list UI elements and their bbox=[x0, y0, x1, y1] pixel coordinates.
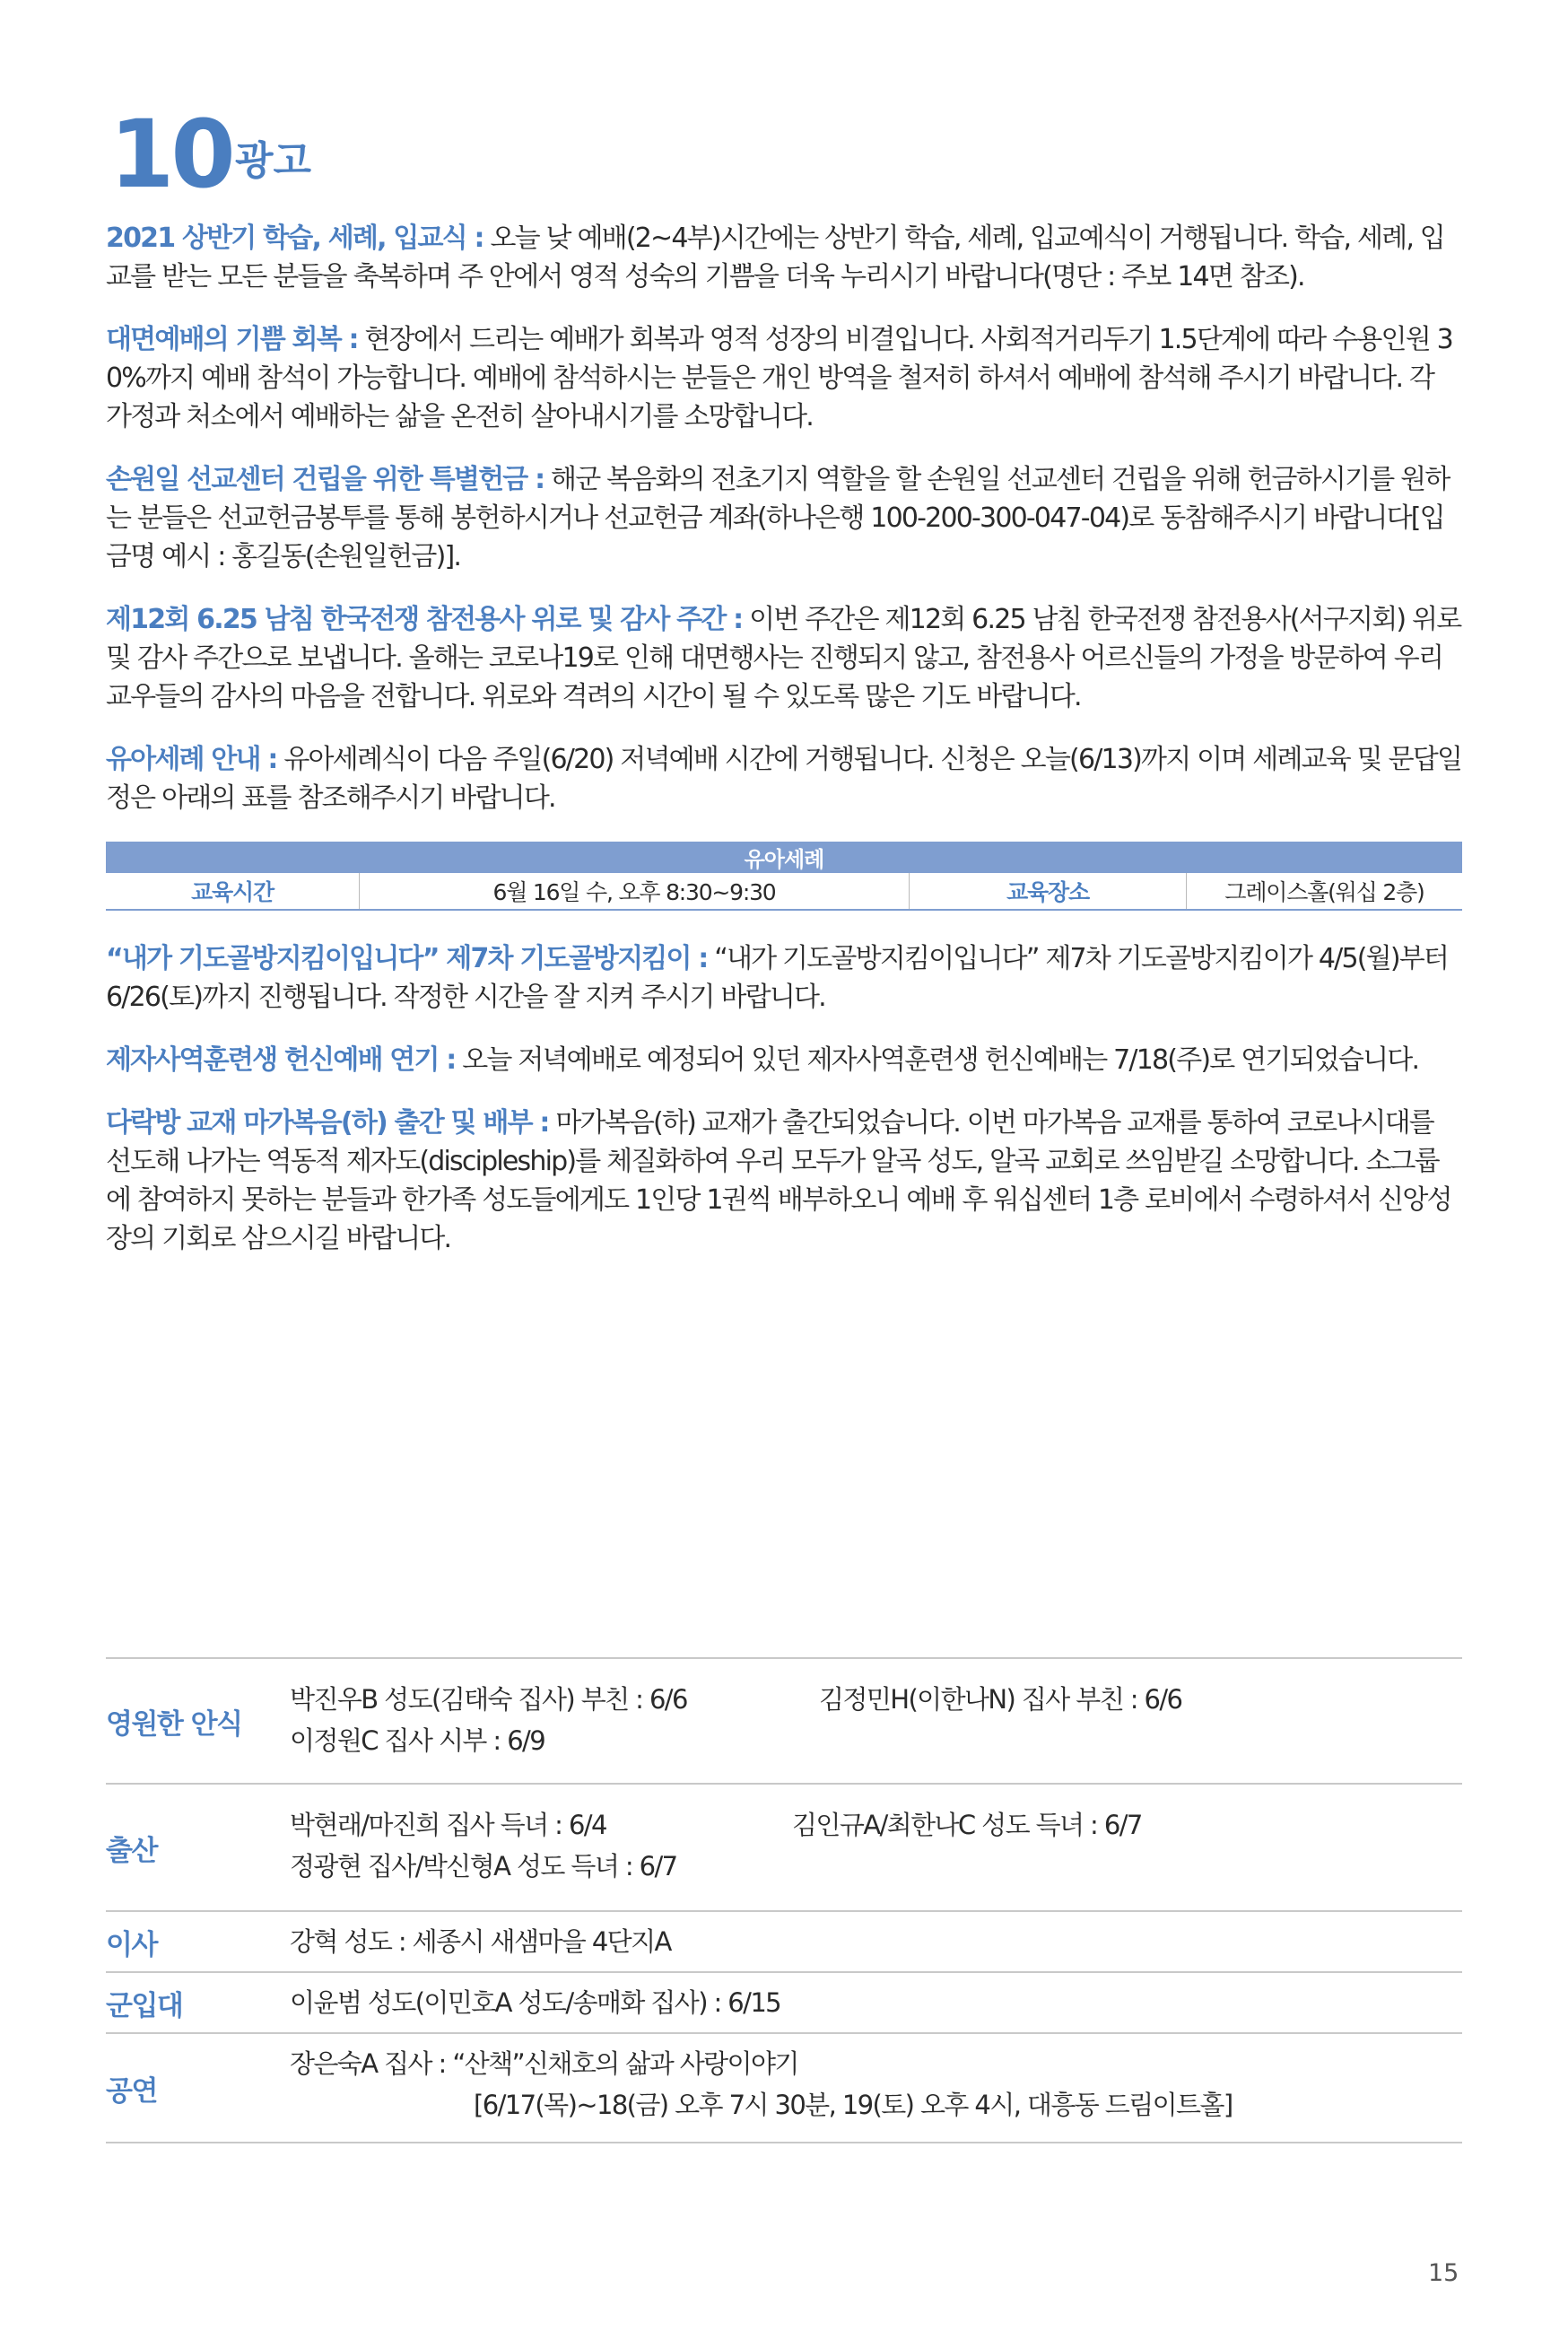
news-line bbox=[290, 1679, 1462, 1720]
announcement bbox=[106, 1041, 1462, 1079]
news-entries bbox=[290, 1804, 1462, 1887]
announcement-title: 제자사역훈련생 헌신예배 연기 : bbox=[106, 1044, 456, 1076]
schedule-place-value: 그레이스홀(워십 2층) bbox=[1187, 873, 1463, 910]
announcement bbox=[106, 600, 1462, 716]
infant-baptism-schedule-table bbox=[106, 842, 1462, 911]
schedule-time-label: 교육시간 bbox=[106, 873, 360, 910]
section-title: 광고 bbox=[235, 138, 312, 184]
church-news-table bbox=[106, 1657, 1462, 2143]
announcement-title: 제12회 6.25 남침 한국전쟁 참전용사 위로 및 감사 주간 : bbox=[106, 604, 743, 635]
page-number: 15 bbox=[1428, 2259, 1459, 2287]
announcement-body: 오늘 낮 예배(2~4부)시간에는 상반기 학습, 세례, 입교예식이 거행됩니다. 학습, 세례, 입교를 받는 모든 분들을 축복하며 주 안에서 영적 성숙의 기쁨을 더욱 누리시기 바랍니다(명단 : 주보 14면 참조). bbox=[106, 223, 1444, 292]
schedule-place-label: 교육장소 bbox=[910, 873, 1187, 910]
news-row bbox=[106, 2034, 1462, 2143]
announcement-body: 오늘 저녁예배로 예정되어 있던 제자사역훈련생 헌신예배는 7/18(주)로 연기되었습니다. bbox=[455, 1044, 1419, 1076]
news-line bbox=[290, 2043, 1462, 2084]
section-number: 10 bbox=[109, 100, 232, 209]
news-category-label: 군입대 bbox=[106, 1989, 183, 2022]
news-entry: 이윤범 성도(이민호A 성도/송매화 집사) : 6/15 bbox=[290, 1987, 781, 2018]
announcement-list-1 bbox=[106, 219, 1462, 817]
schedule-time-value: 6월 16일 수, 오후 8:30~9:30 bbox=[360, 873, 910, 910]
news-line bbox=[290, 1921, 1462, 1962]
announcement-body: 유아세례식이 다음 주일(6/20) 저녁예배 시간에 거행됩니다. 신청은 오늘(6/13)까지 이며 세례교육 및 문답일정은 아래의 표를 참조해주시기 바랍니다. bbox=[106, 744, 1462, 814]
announcement-list-2 bbox=[106, 939, 1462, 1258]
news-entry: 강혁 성도 : 세종시 새샘마을 4단지A bbox=[290, 1926, 671, 1957]
news-row bbox=[106, 1659, 1462, 1785]
announcement-title: “내가 기도골방지킴이입니다” 제7차 기도골방지킴이 : bbox=[106, 943, 708, 974]
announcement-body: 이번 주간은 제12회 6.25 남침 한국전쟁 참전용사(서구지회) 위로 및 감사 주간으로 보냅니다. 올해는 코로나19로 인해 대면행사는 진행되지 않고, 참전용사 어르신들의 가정을 방문하여 우리 교우들의 감사의 마음을 전합니다. 위로와 격려의 시간이 될 수 있도록 많은 기도 바랍니다. bbox=[106, 604, 1461, 712]
news-category-label: 공연 bbox=[106, 2074, 157, 2108]
news-entry: 장은숙A 집사 : “산책”신채호의 삶과 사랑이야기 bbox=[290, 2048, 798, 2079]
announcement bbox=[106, 1104, 1462, 1258]
announcement bbox=[106, 320, 1462, 436]
announcement-body: 현장에서 드리는 예배가 회복과 영적 성장의 비결입니다. 사회적거리두기 1.5단계에 따라 수용인원 30%까지 예배 참석이 가능합니다. 예배에 참석하시는 분들은 개인 방역을 철저히 하셔서 예배에 참석해 주시기 바랍니다. 각 가정과 처소에서 예배하는 삶을 온전히 살아내시기를 소망합니다. bbox=[106, 324, 1452, 432]
news-entries bbox=[290, 2043, 1462, 2126]
news-entry: 이정원C 집사 시부 : 6/9 bbox=[290, 1725, 545, 1756]
announcement-title: 2021 상반기 학습, 세례, 입교식 : bbox=[106, 223, 483, 254]
news-category-label: 출산 bbox=[106, 1834, 157, 1867]
announcement-body: 해군 복음화의 전초기지 역할을 할 손원일 선교센터 건립을 위해 헌금하시기를 원하는 분들은 선교헌금봉투를 통해 봉헌하시거나 선교헌금 계좌(하나은행 100-200-300-047-04)로 동참해주시기 바랍니다[입금명 예시 : 홍길동(손원일헌금)]. bbox=[106, 464, 1450, 572]
news-entry: 박현래/마진희 집사 득녀 : 6/4 bbox=[290, 1810, 606, 1840]
announcement bbox=[106, 740, 1462, 817]
news-entry: [6/17(목)~18(금) 오후 7시 30분, 19(토) 오후 4시, 대흥동 드림이트홀] bbox=[474, 2090, 1233, 2120]
news-entry: 박진우B 성도(김태숙 집사) 부친 : 6/6 bbox=[290, 1684, 687, 1715]
announcement bbox=[106, 939, 1462, 1017]
announcement bbox=[106, 219, 1462, 296]
news-line bbox=[290, 1804, 1462, 1846]
announcements bbox=[106, 219, 1462, 1282]
news-entries bbox=[290, 1921, 1462, 1962]
announcement-body: “내가 기도골방지킴이입니다” 제7차 기도골방지킴이가 4/5(월)부터 6/26(토)까지 진행됩니다. 작정한 시간을 잘 지켜 주시기 바랍니다. bbox=[106, 943, 1449, 1013]
news-line bbox=[290, 1720, 1462, 1761]
announcement-body: 마가복음(하) 교재가 출간되었습니다. 이번 마가복음 교재를 통하여 코로나시대를 선도해 나가는 역동적 제자도(discipleship)를 체질화하여 우리 모두가 알곡 성도, 알곡 교회로 쓰임받길 소망합니다. 소그룹에 참여하지 못하는 분들과 한가족 성도들에게도 1인당 1권씩 배부하오니 예배 후 워십센터 1층 로비에서 수령하셔서 신앙성장의 기회로 삼으시길 바랍니다. bbox=[106, 1107, 1451, 1254]
news-category-label: 이사 bbox=[106, 1928, 157, 1961]
announcement bbox=[106, 460, 1462, 576]
news-row bbox=[106, 1912, 1462, 1973]
announcement-title: 유아세례 안내 : bbox=[106, 744, 277, 775]
news-entries bbox=[290, 1982, 1462, 2023]
news-line bbox=[290, 2084, 1462, 2126]
announcement-title: 손원일 선교센터 건립을 위한 특별헌금 : bbox=[106, 464, 544, 495]
news-line bbox=[290, 1982, 1462, 2023]
news-category-label: 영원한 안식 bbox=[106, 1707, 242, 1741]
news-entry: 김인규A/최한나C 성도 득녀 : 6/7 bbox=[792, 1810, 1142, 1840]
announcement-title: 대면예배의 기쁨 회복 : bbox=[106, 324, 358, 355]
announcement-title: 다락방 교재 마가복음(하) 출간 및 배부 : bbox=[106, 1107, 549, 1139]
schedule-header: 유아세례 bbox=[106, 842, 1462, 873]
news-entry: 정광현 집사/박신형A 성도 득녀 : 6/7 bbox=[290, 1851, 677, 1881]
news-entries bbox=[290, 1679, 1462, 1761]
news-row bbox=[106, 1785, 1462, 1912]
news-line bbox=[290, 1846, 1462, 1887]
news-row bbox=[106, 1973, 1462, 2034]
news-entry: 김정민H(이한나N) 집사 부친 : 6/6 bbox=[819, 1684, 1182, 1715]
